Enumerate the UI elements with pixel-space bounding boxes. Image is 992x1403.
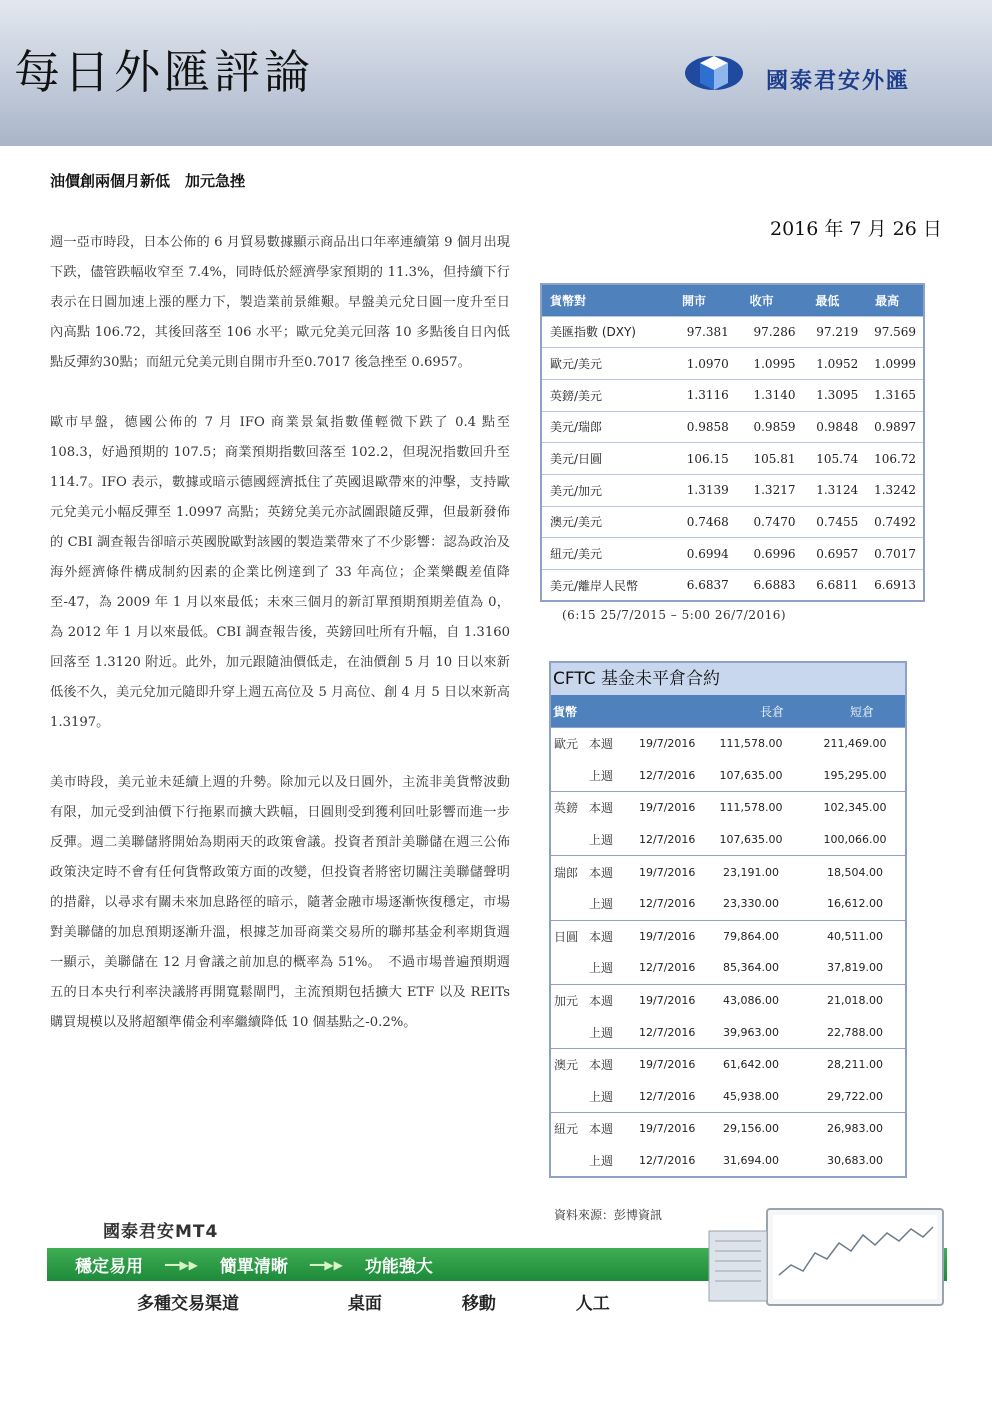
table-row <box>541 506 924 538</box>
fx-close: 0.7470 <box>742 506 808 538</box>
cftc-date: 12/7/2016 <box>639 961 696 975</box>
article-paragraph: 週一亞市時段，日本公佈的 6 月貿易數據顯示商品出口年率連續第 9 個月出現下跌，儘管跌幅收窄至 7.4%，同時低於經濟學家預期的 11.3%，但持續下行表示在日圓加速上漲的壓力下，製造業前景維艱。早盤美元兌日圓一度升至日內高點 106.72，其後回落至 106 水平；歐元兌美元回落 10 多點後自日內低點反彈約30點；而紐元兌美元則自開市升至0.7017 後急挫至 0.6957。 <box>50 235 510 370</box>
fx-low: 6.6811 <box>807 570 867 602</box>
fx-time-note: (6:15 25/7/2015 – 5:00 26/7/2016) <box>562 608 787 622</box>
table-row <box>551 888 905 920</box>
cftc-date: 19/7/2016 <box>639 1058 696 1072</box>
table-row <box>541 348 924 380</box>
table-row <box>551 728 905 760</box>
fx-pair: 美元/日圓 <box>541 443 674 475</box>
fx-low: 0.6957 <box>807 538 867 570</box>
cftc-group <box>551 1112 905 1176</box>
cftc-short: 18,504.00 <box>827 865 883 879</box>
arrow-icon: ━━▶▶ <box>309 1257 343 1272</box>
cftc-currency: 日圓 <box>554 929 579 944</box>
cftc-group <box>551 791 905 855</box>
fx-close: 105.81 <box>742 443 808 475</box>
cftc-week: 本週 <box>589 929 614 944</box>
fx-pair: 美元/瑞郎 <box>541 411 674 443</box>
cftc-title: CFTC 基金未平倉合約 <box>551 663 905 695</box>
fx-close: 97.286 <box>742 316 808 348</box>
fx-high: 6.6913 <box>867 570 924 602</box>
arrow-icon: ━━▶▶ <box>165 1257 198 1272</box>
fx-close: 1.3140 <box>742 379 808 411</box>
cftc-currency: 紐元 <box>554 1122 579 1137</box>
cftc-short: 22,788.00 <box>827 1025 883 1039</box>
cftc-date: 19/7/2016 <box>639 801 696 815</box>
fx-pair: 美元/離岸人民幣 <box>541 570 674 602</box>
ad-title: 國泰君安MT4 <box>103 1222 219 1242</box>
fx-low: 1.3095 <box>807 379 867 411</box>
cftc-currency: 澳元 <box>554 1058 579 1073</box>
cftc-date: 12/7/2016 <box>639 897 696 911</box>
fx-low: 1.0952 <box>807 348 867 380</box>
cftc-date: 19/7/2016 <box>639 929 696 943</box>
cftc-short: 30,683.00 <box>827 1154 883 1168</box>
fx-open: 1.3139 <box>674 474 742 506</box>
brand-logo-icon <box>684 52 744 94</box>
table-row <box>541 474 924 506</box>
cftc-short: 28,211.00 <box>827 1058 883 1072</box>
cftc-short: 211,469.00 <box>823 737 887 751</box>
ad-slogan: 功能強大 <box>364 1257 433 1277</box>
cftc-week: 上週 <box>589 897 614 912</box>
table-row <box>551 921 905 953</box>
fx-pair: 澳元/美元 <box>541 506 674 538</box>
cftc-date: 12/7/2016 <box>639 768 696 782</box>
cftc-week: 本週 <box>589 1122 614 1137</box>
fx-pair: 美元/加元 <box>541 474 674 506</box>
cftc-header-currency: 貨幣 <box>553 704 578 719</box>
table-row <box>541 570 924 602</box>
table-row <box>551 985 905 1017</box>
trading-monitor-icon <box>707 1205 947 1315</box>
cftc-long: 29,156.00 <box>723 1122 779 1136</box>
fx-high: 1.3165 <box>867 379 924 411</box>
cftc-currency: 加元 <box>554 994 579 1009</box>
cftc-long: 107,635.00 <box>719 768 783 782</box>
cftc-header-short: 短倉 <box>849 704 874 719</box>
table-row <box>551 1113 905 1145</box>
cftc-short: 16,612.00 <box>827 897 883 911</box>
ad-channel: 多種交易渠道 <box>137 1294 239 1314</box>
fx-open: 106.15 <box>674 443 742 475</box>
header-banner <box>0 0 992 146</box>
table-row <box>541 538 924 570</box>
fx-close: 1.3217 <box>742 474 808 506</box>
ad-slogan: 簡單清晰 <box>219 1257 288 1277</box>
cftc-long: 45,938.00 <box>723 1089 779 1103</box>
fx-open: 1.0970 <box>674 348 742 380</box>
ad-channels <box>137 1289 610 1314</box>
cftc-date: 12/7/2016 <box>639 1089 696 1103</box>
fx-pair: 紐元/美元 <box>541 538 674 570</box>
cftc-currency: 歐元 <box>554 737 579 752</box>
table-row <box>551 824 905 856</box>
fx-close: 6.6883 <box>742 570 808 602</box>
cftc-week: 上週 <box>589 833 614 848</box>
table-row <box>551 1049 905 1081</box>
cftc-long: 23,191.00 <box>723 865 779 879</box>
cftc-date: 19/7/2016 <box>639 994 696 1008</box>
fx-close: 0.9859 <box>742 411 808 443</box>
cftc-short: 26,983.00 <box>827 1122 883 1136</box>
cftc-header-row <box>551 695 905 727</box>
table-row <box>541 443 924 475</box>
cftc-week: 上週 <box>589 1154 614 1169</box>
fx-low: 105.74 <box>807 443 867 475</box>
fx-high: 1.0999 <box>867 348 924 380</box>
ad-slogan: 穩定易用 <box>75 1257 143 1277</box>
fx-close: 0.6996 <box>742 538 808 570</box>
article-paragraph: 美市時段，美元並未延續上週的升勢。除加元以及日圓外，主流非美貨幣波動有限，加元受到油價下行拖累而擴大跌幅，日圓則受到獲利回吐影響而進一步反彈。週二美聯儲將開始為期兩天的政策會議。投資者預計美聯儲在週三公佈政策決定時不會有任何貨幣政策方面的改變，但投資者將密切關注美聯儲聲明的措辭，以尋求有關未來加息路徑的暗示，隨著金融市場逐漸恢復穩定，市場對美聯儲的加息預期逐漸升溫，根據芝加哥商業交易所的聯邦基金利率期貨週一顯示，美聯儲在 12 月會議之前加息的概率為 51%。 不過市場普遍預期週五的日本央行利率決議將再開寬鬆閘門，主流預期包括擴大 ETF 以及 REITs 購買規模以及將超額準備金利率繼續降低 10 個基點之-0.2%。 <box>50 775 510 1030</box>
fx-pair: 美匯指數 (DXY) <box>541 316 674 348</box>
headline: 油價創兩個月新低 加元急挫 <box>50 172 246 190</box>
cftc-short: 195,295.00 <box>823 768 887 782</box>
fx-open: 0.6994 <box>674 538 742 570</box>
fx-header-row <box>541 284 924 316</box>
mt4-banner-ad[interactable] <box>47 1205 947 1315</box>
cftc-short: 21,018.00 <box>827 994 883 1008</box>
fx-low: 0.7455 <box>807 506 867 538</box>
cftc-week: 上週 <box>589 768 614 783</box>
cftc-short: 29,722.00 <box>827 1089 883 1103</box>
fx-high: 106.72 <box>867 443 924 475</box>
table-row <box>551 952 905 984</box>
table-row <box>541 379 924 411</box>
article-body <box>50 228 510 1068</box>
cftc-short: 37,819.00 <box>827 961 883 975</box>
fx-header-close: 收市 <box>742 284 808 316</box>
cftc-date: 12/7/2016 <box>639 1025 696 1039</box>
cftc-long: 39,963.00 <box>723 1025 779 1039</box>
fx-open: 0.9858 <box>674 411 742 443</box>
fx-high: 0.7492 <box>867 506 924 538</box>
cftc-date: 19/7/2016 <box>639 1122 696 1136</box>
cftc-week: 本週 <box>589 1058 614 1073</box>
table-row <box>551 760 905 792</box>
cftc-currency: 英鎊 <box>554 801 579 816</box>
fx-open: 97.381 <box>674 316 742 348</box>
cftc-long: 79,864.00 <box>723 929 779 943</box>
fx-pair: 歐元/美元 <box>541 348 674 380</box>
page-title: 每日外匯評論 <box>14 45 314 99</box>
fx-high: 1.3242 <box>867 474 924 506</box>
cftc-short: 100,066.00 <box>823 833 887 847</box>
fx-high: 0.9897 <box>867 411 924 443</box>
cftc-header-long: 長倉 <box>759 704 784 719</box>
cftc-long: 61,642.00 <box>723 1058 779 1072</box>
cftc-short: 40,511.00 <box>827 929 883 943</box>
cftc-week: 上週 <box>589 961 614 976</box>
table-row <box>551 1016 905 1048</box>
cftc-long: 85,364.00 <box>723 961 779 975</box>
cftc-long: 111,578.00 <box>719 801 783 815</box>
cftc-week: 本週 <box>589 865 614 880</box>
fx-high: 97.569 <box>867 316 924 348</box>
cftc-table <box>549 661 907 1178</box>
fx-open: 6.6837 <box>674 570 742 602</box>
cftc-long: 43,086.00 <box>723 994 779 1008</box>
ad-channel: 移動 <box>461 1294 496 1314</box>
ad-channel: 人工 <box>575 1294 610 1314</box>
fx-pair: 英鎊/美元 <box>541 379 674 411</box>
cftc-group <box>551 920 905 984</box>
table-row <box>551 792 905 824</box>
cftc-date: 19/7/2016 <box>639 865 696 879</box>
cftc-week: 本週 <box>589 994 614 1009</box>
cftc-currency: 瑞郎 <box>554 865 579 880</box>
cftc-group <box>551 855 905 919</box>
fx-header-high: 最高 <box>867 284 924 316</box>
fx-low: 1.3124 <box>807 474 867 506</box>
fx-open: 0.7468 <box>674 506 742 538</box>
fx-header-open: 開市 <box>674 284 742 316</box>
cftc-group <box>551 1048 905 1112</box>
data-source: 資料來源：彭博資訊 <box>554 1208 663 1222</box>
cftc-long: 111,578.00 <box>719 737 783 751</box>
cftc-long: 107,635.00 <box>719 833 783 847</box>
fx-rates-table <box>540 283 925 602</box>
fx-header-low: 最低 <box>807 284 867 316</box>
report-date: 2016 年 7 月 26 日 <box>770 218 942 240</box>
table-row <box>551 1145 905 1177</box>
cftc-long: 23,330.00 <box>723 897 779 911</box>
article-paragraph: 歐市早盤，德國公佈的 7 月 IFO 商業景氣指數僅輕微下跌了 0.4 點至 108.3，好過預期的 107.5；商業預期指數回落至 102.2，但現況指數回升至 114.7。IFO 表示，數據或暗示德國經濟抵住了英國退歐帶來的沖擊，支持歐元兌美元小幅反彈至 1.0997 高點；英鎊兌美元亦試圖跟隨反彈，但最新發佈的 CBI 調查報告卻暗示英國脫歐對該國的製造業帶來了不少影響：認為政治及海外經濟條件構成制約因素的企業比例達到了 33 年高位；企業樂觀差值降至-47，為 2009 年 1 月以來最低；未來三個月的新訂單預期預期差值為 0，為 2012 年 1 月以來最低。CBI 調查報告後，英鎊回吐所有升幅，自 1.3160 回落至 1.3120 附近。此外，加元跟隨油價低走，在油價創 5 月 10 日以來新低後不久，美元兌加元隨即升穿上週五高位及 5 月高位、創 4 月 5 日以來新高 1.3197。 <box>50 415 510 730</box>
table-row <box>541 411 924 443</box>
fx-open: 1.3116 <box>674 379 742 411</box>
cftc-short: 102,345.00 <box>823 801 887 815</box>
table-row <box>541 316 924 348</box>
cftc-group <box>551 984 905 1048</box>
cftc-group <box>551 727 905 791</box>
cftc-date: 19/7/2016 <box>639 737 696 751</box>
cftc-date: 12/7/2016 <box>639 833 696 847</box>
fx-high: 0.7017 <box>867 538 924 570</box>
cftc-body <box>551 727 905 1176</box>
fx-header-pair: 貨幣對 <box>541 284 674 316</box>
cftc-week: 本週 <box>589 801 614 816</box>
cftc-date: 12/7/2016 <box>639 1154 696 1168</box>
table-row <box>551 856 905 888</box>
cftc-week: 上週 <box>589 1089 614 1104</box>
ad-channel: 桌面 <box>347 1294 382 1314</box>
cftc-long: 31,694.00 <box>723 1154 779 1168</box>
fx-close: 1.0995 <box>742 348 808 380</box>
cftc-week: 本週 <box>589 737 614 752</box>
brand-name: 國泰君安外匯 <box>766 68 911 94</box>
fx-low: 97.219 <box>807 316 867 348</box>
cftc-week: 上週 <box>589 1025 614 1040</box>
fx-low: 0.9848 <box>807 411 867 443</box>
table-row <box>551 1081 905 1113</box>
